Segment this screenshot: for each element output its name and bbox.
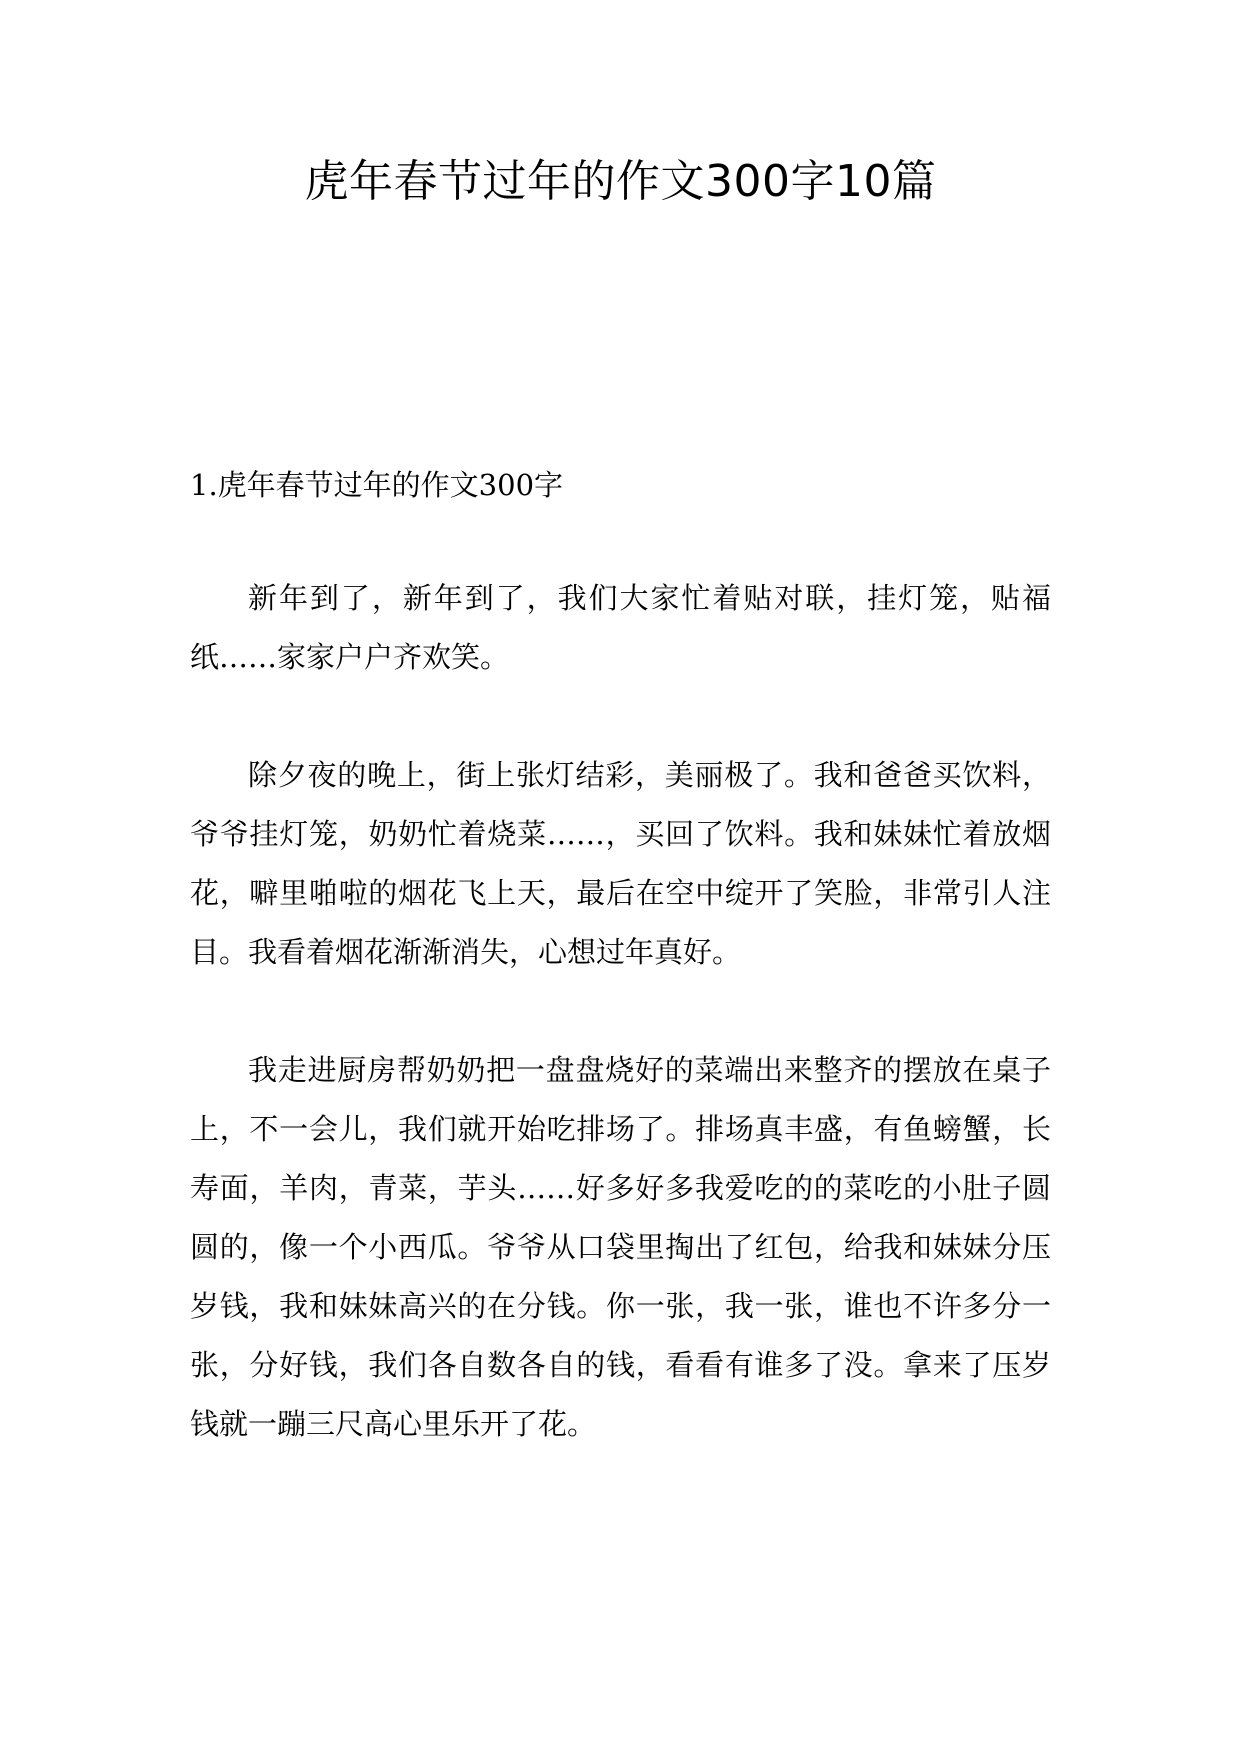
- paragraph-3: 我走进厨房帮奶奶把一盘盘烧好的菜端出来整齐的摆放在桌子上，不一会儿，我们就开始吃排场了。排场真丰盛，有鱼螃蟹，长寿面，羊肉，青菜，芋头……好多好多我爱吃的的菜吃的小肚子圆圆的，像一个小西瓜。爷爷从口袋里掏出了红包，给我和妹妹分压岁钱，我和妹妹高兴的在分钱。你一张，我一张，谁也不许多分一张，分好钱，我们各自数各自的钱，看看有谁多了没。拿来了压岁钱就一蹦三尺高心里乐开了花。: [190, 1053, 1051, 1441]
- section-heading: 1.虎年春节过年的作文300字: [190, 468, 564, 502]
- document-body: [190, 456, 1051, 1513]
- paragraph-1: 新年到了，新年到了，我们大家忙着贴对联，挂灯笼，贴福纸……家家户户齐欢笑。: [190, 581, 1051, 674]
- paragraph-2: 除夕夜的晚上，街上张灯结彩，美丽极了。我和爸爸买饮料，爷爷挂灯笼，奶奶忙着烧菜……，买回了饮料。我和妹妹忙着放烟花，噼里啪啦的烟花飞上天，最后在空中绽开了笑脸，非常引人注目。我看着烟花渐渐消失，心想过年真好。: [190, 758, 1051, 969]
- document-title: 虎年春节过年的作文300字10篇: [304, 156, 937, 207]
